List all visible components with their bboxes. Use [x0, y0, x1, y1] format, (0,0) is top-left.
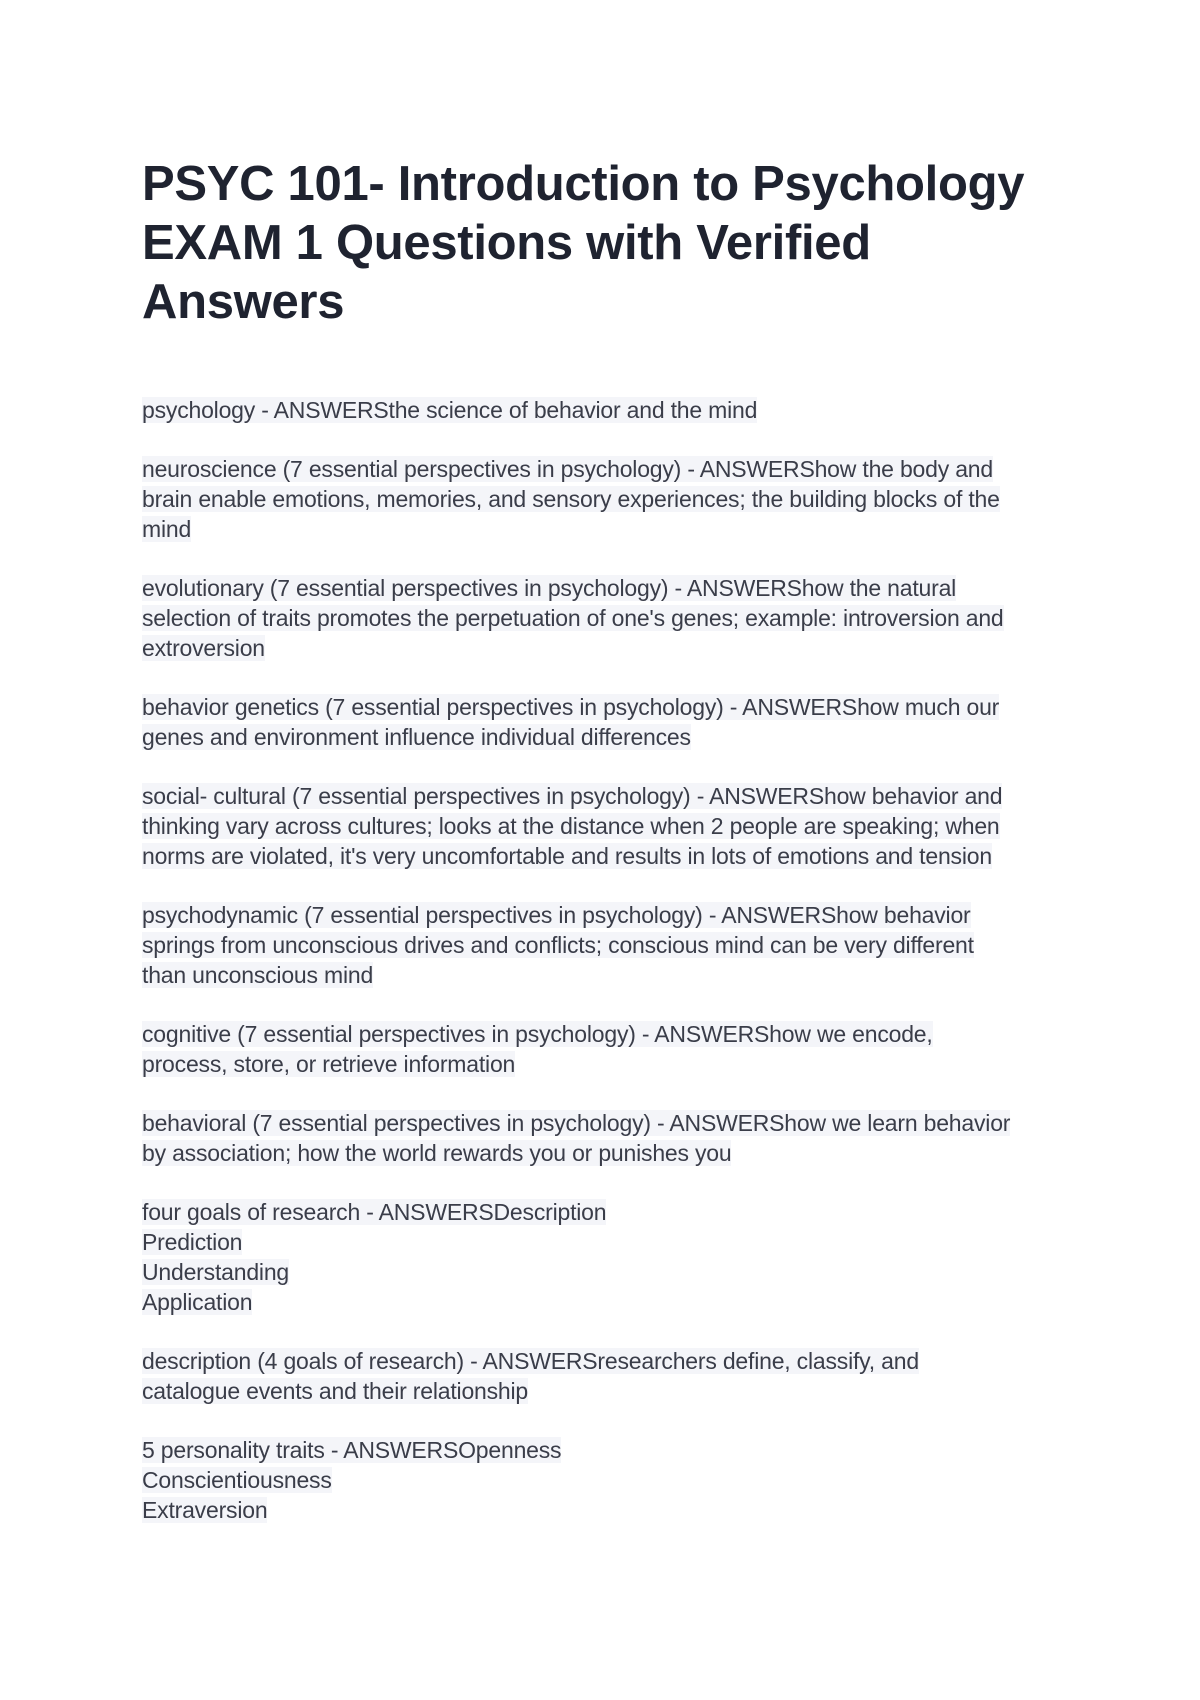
- qa-line: catalogue events and their relationship: [142, 1378, 529, 1404]
- qa-line: social- cultural (7 essential perspectives in psychology) - ANSWERShow behavior and: [142, 783, 1003, 809]
- qa-line: behavior genetics (7 essential perspectives in psychology) - ANSWERShow much our: [142, 694, 1000, 720]
- qa-line: genes and environment influence individual differences: [142, 724, 691, 750]
- qa-item-neuroscience: [142, 454, 1067, 544]
- qa-item-personality-traits: [142, 1435, 1067, 1525]
- qa-list: [142, 395, 1067, 1525]
- qa-line: mind: [142, 516, 192, 542]
- qa-line: description (4 goals of research) - ANSWERSresearchers define, classify, and: [142, 1348, 919, 1374]
- qa-line: than unconscious mind: [142, 962, 374, 988]
- qa-item-cognitive: [142, 1019, 1067, 1079]
- qa-line: 5 personality traits - ANSWERSOpenness: [142, 1437, 562, 1463]
- qa-line: brain enable emotions, memories, and sensory experiences; the building blocks of the: [142, 486, 1000, 512]
- qa-line: Conscientiousness: [142, 1467, 332, 1493]
- qa-line: extroversion: [142, 635, 265, 661]
- qa-line: norms are violated, it's very uncomfortable and results in lots of emotions and tension: [142, 843, 992, 869]
- qa-line: behavioral (7 essential perspectives in psychology) - ANSWERShow we learn behavior: [142, 1110, 1011, 1136]
- qa-line: process, store, or retrieve information: [142, 1051, 516, 1077]
- qa-item-four-goals: [142, 1197, 1067, 1317]
- qa-item-psychology: [142, 395, 1067, 425]
- qa-line: springs from unconscious drives and conflicts; conscious mind can be very different: [142, 932, 974, 958]
- qa-line: psychodynamic (7 essential perspectives in psychology) - ANSWERShow behavior: [142, 902, 971, 928]
- qa-line: by association; how the world rewards you or punishes you: [142, 1140, 732, 1166]
- qa-item-description: [142, 1346, 1067, 1406]
- qa-line: thinking vary across cultures; looks at the distance when 2 people are speaking; when: [142, 813, 1000, 839]
- qa-item-behavioral: [142, 1108, 1067, 1168]
- qa-item-psychodynamic: [142, 900, 1067, 990]
- qa-line: four goals of research - ANSWERSDescription: [142, 1199, 607, 1225]
- qa-line: psychology - ANSWERSthe science of behavior and the mind: [142, 397, 758, 423]
- document-title: [142, 155, 1067, 332]
- title-line: PSYC 101- Introduction to Psychology: [142, 157, 1025, 211]
- qa-line: cognitive (7 essential perspectives in psychology) - ANSWERShow we encode,: [142, 1021, 933, 1047]
- qa-line: Application: [142, 1289, 253, 1315]
- qa-line: neuroscience (7 essential perspectives in psychology) - ANSWERShow the body and: [142, 456, 993, 482]
- qa-item-behavior-genetics: [142, 692, 1067, 752]
- qa-line: Prediction: [142, 1229, 243, 1255]
- qa-item-evolutionary: [142, 573, 1067, 663]
- qa-line: Extraversion: [142, 1497, 268, 1523]
- title-line: Answers: [142, 275, 345, 329]
- qa-line: selection of traits promotes the perpetuation of one's genes; example: introversion and: [142, 605, 1004, 631]
- document-page: [142, 155, 1067, 1554]
- qa-line: evolutionary (7 essential perspectives in psychology) - ANSWERShow the natural: [142, 575, 957, 601]
- qa-item-social-cultural: [142, 781, 1067, 871]
- qa-line: Understanding: [142, 1259, 290, 1285]
- title-line: EXAM 1 Questions with Verified: [142, 216, 871, 270]
